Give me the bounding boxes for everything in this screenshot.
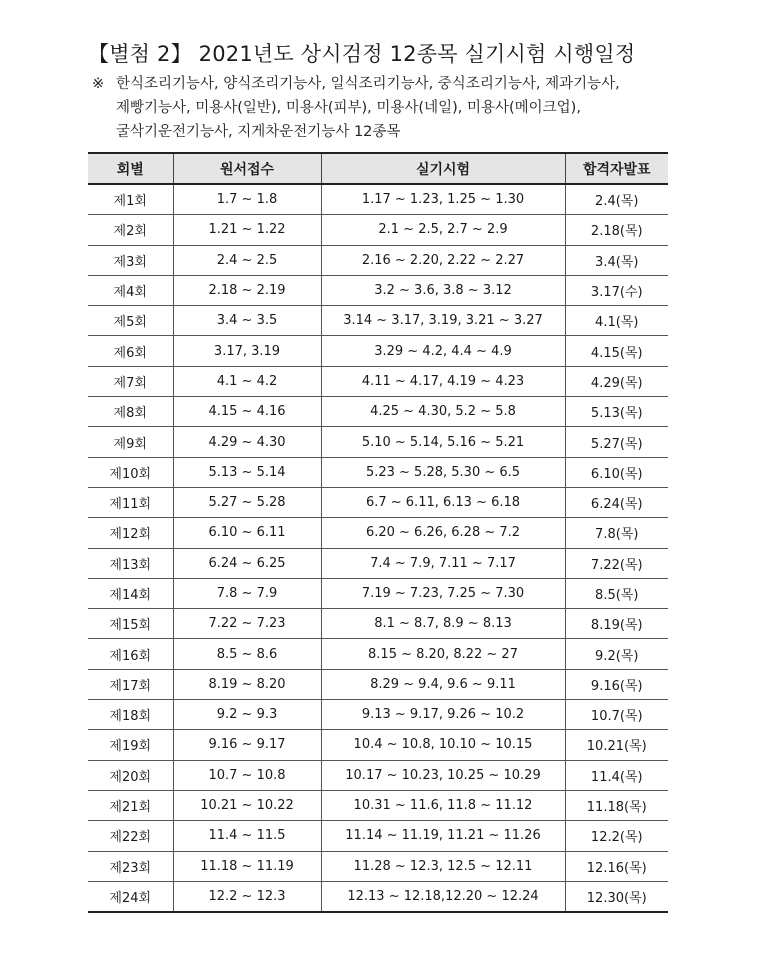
announcement-date-cell: 12.30(목) bbox=[565, 881, 668, 912]
table-row bbox=[88, 275, 668, 305]
round-cell: 제9회 bbox=[88, 427, 173, 457]
table-row bbox=[88, 457, 668, 487]
application-period-cell: 2.4 ~ 2.5 bbox=[173, 245, 321, 275]
round-cell: 제21회 bbox=[88, 790, 173, 820]
table-row bbox=[88, 366, 668, 396]
announcement-date-cell: 8.19(목) bbox=[565, 609, 668, 639]
application-period-cell: 3.4 ~ 3.5 bbox=[173, 306, 321, 336]
announcement-date-cell: 8.5(목) bbox=[565, 578, 668, 608]
announcement-date-cell: 9.2(목) bbox=[565, 639, 668, 669]
announcement-date-cell: 11.18(목) bbox=[565, 790, 668, 820]
announcement-date-cell: 4.15(목) bbox=[565, 336, 668, 366]
table-header-row bbox=[88, 153, 668, 184]
announcement-date-cell: 2.4(목) bbox=[565, 184, 668, 215]
exam-period-cell: 5.10 ~ 5.14, 5.16 ~ 5.21 bbox=[321, 427, 565, 457]
application-period-cell: 7.8 ~ 7.9 bbox=[173, 578, 321, 608]
announcement-date-cell: 10.21(목) bbox=[565, 730, 668, 760]
announcement-date-cell: 6.24(목) bbox=[565, 487, 668, 517]
round-cell: 제17회 bbox=[88, 669, 173, 699]
application-period-cell: 3.17, 3.19 bbox=[173, 336, 321, 366]
table-row bbox=[88, 245, 668, 275]
round-cell: 제12회 bbox=[88, 518, 173, 548]
exam-period-cell: 6.7 ~ 6.11, 6.13 ~ 6.18 bbox=[321, 487, 565, 517]
application-period-cell: 4.15 ~ 4.16 bbox=[173, 397, 321, 427]
round-cell: 제10회 bbox=[88, 457, 173, 487]
application-period-cell: 4.1 ~ 4.2 bbox=[173, 366, 321, 396]
table-row bbox=[88, 760, 668, 790]
announcement-date-cell: 6.10(목) bbox=[565, 457, 668, 487]
table-row bbox=[88, 881, 668, 912]
table-row bbox=[88, 669, 668, 699]
exam-period-cell: 10.4 ~ 10.8, 10.10 ~ 10.15 bbox=[321, 730, 565, 760]
exam-period-cell: 11.28 ~ 12.3, 12.5 ~ 12.11 bbox=[321, 851, 565, 881]
application-period-cell: 8.19 ~ 8.20 bbox=[173, 669, 321, 699]
application-period-cell: 9.16 ~ 9.17 bbox=[173, 730, 321, 760]
round-cell: 제8회 bbox=[88, 397, 173, 427]
table-row bbox=[88, 427, 668, 457]
application-period-cell: 5.27 ~ 5.28 bbox=[173, 487, 321, 517]
table-row bbox=[88, 336, 668, 366]
table-row bbox=[88, 821, 668, 851]
application-period-cell: 11.18 ~ 11.19 bbox=[173, 851, 321, 881]
exam-period-cell: 11.14 ~ 11.19, 11.21 ~ 11.26 bbox=[321, 821, 565, 851]
round-cell: 제5회 bbox=[88, 306, 173, 336]
round-cell: 제1회 bbox=[88, 184, 173, 215]
exam-period-cell: 7.19 ~ 7.23, 7.25 ~ 7.30 bbox=[321, 578, 565, 608]
exam-period-cell: 10.17 ~ 10.23, 10.25 ~ 10.29 bbox=[321, 760, 565, 790]
application-period-cell: 2.18 ~ 2.19 bbox=[173, 275, 321, 305]
header-practical-exam: 실기시험 bbox=[321, 153, 565, 184]
announcement-date-cell: 2.18(목) bbox=[565, 215, 668, 245]
header-result-announcement: 합격자발표 bbox=[565, 153, 668, 184]
announcement-date-cell: 7.22(목) bbox=[565, 548, 668, 578]
exam-period-cell: 6.20 ~ 6.26, 6.28 ~ 7.2 bbox=[321, 518, 565, 548]
note-line: 제빵기능사, 미용사(일반), 미용사(피부), 미용사(네일), 미용사(메이크업), bbox=[116, 100, 581, 116]
announcement-date-cell: 3.4(목) bbox=[565, 245, 668, 275]
announcement-date-cell: 5.13(목) bbox=[565, 397, 668, 427]
table-row bbox=[88, 609, 668, 639]
round-cell: 제4회 bbox=[88, 275, 173, 305]
announcement-date-cell: 7.8(목) bbox=[565, 518, 668, 548]
round-cell: 제11회 bbox=[88, 487, 173, 517]
round-cell: 제20회 bbox=[88, 760, 173, 790]
note-line: 한식조리기능사, 양식조리기능사, 일식조리기능사, 중식조리기능사, 제과기능사, bbox=[116, 76, 620, 92]
announcement-date-cell: 4.29(목) bbox=[565, 366, 668, 396]
table-row bbox=[88, 700, 668, 730]
round-cell: 제24회 bbox=[88, 881, 173, 912]
application-period-cell: 6.10 ~ 6.11 bbox=[173, 518, 321, 548]
round-cell: 제22회 bbox=[88, 821, 173, 851]
exam-period-cell: 10.31 ~ 11.6, 11.8 ~ 11.12 bbox=[321, 790, 565, 820]
table-row bbox=[88, 215, 668, 245]
table-row bbox=[88, 518, 668, 548]
reference-mark: ※ bbox=[92, 76, 105, 92]
announcement-date-cell: 12.2(목) bbox=[565, 821, 668, 851]
note-line: 굴삭기운전기능사, 지게차운전기능사 12종목 bbox=[116, 124, 401, 140]
exam-period-cell: 9.13 ~ 9.17, 9.26 ~ 10.2 bbox=[321, 700, 565, 730]
application-period-cell: 5.13 ~ 5.14 bbox=[173, 457, 321, 487]
table-row bbox=[88, 487, 668, 517]
exam-period-cell: 5.23 ~ 5.28, 5.30 ~ 6.5 bbox=[321, 457, 565, 487]
exam-period-cell: 3.2 ~ 3.6, 3.8 ~ 3.12 bbox=[321, 275, 565, 305]
header-application: 원서접수 bbox=[173, 153, 321, 184]
application-period-cell: 1.21 ~ 1.22 bbox=[173, 215, 321, 245]
round-cell: 제14회 bbox=[88, 578, 173, 608]
table-row bbox=[88, 639, 668, 669]
application-period-cell: 12.2 ~ 12.3 bbox=[173, 881, 321, 912]
table-row bbox=[88, 548, 668, 578]
exam-period-cell: 8.29 ~ 9.4, 9.6 ~ 9.11 bbox=[321, 669, 565, 699]
header-round: 회별 bbox=[88, 153, 173, 184]
application-period-cell: 11.4 ~ 11.5 bbox=[173, 821, 321, 851]
round-cell: 제6회 bbox=[88, 336, 173, 366]
announcement-date-cell: 3.17(수) bbox=[565, 275, 668, 305]
exam-period-cell: 1.17 ~ 1.23, 1.25 ~ 1.30 bbox=[321, 184, 565, 215]
round-cell: 제18회 bbox=[88, 700, 173, 730]
application-period-cell: 1.7 ~ 1.8 bbox=[173, 184, 321, 215]
exam-period-cell: 3.29 ~ 4.2, 4.4 ~ 4.9 bbox=[321, 336, 565, 366]
round-cell: 제19회 bbox=[88, 730, 173, 760]
announcement-date-cell: 9.16(목) bbox=[565, 669, 668, 699]
table-row bbox=[88, 851, 668, 881]
round-cell: 제2회 bbox=[88, 215, 173, 245]
table-row bbox=[88, 730, 668, 760]
exam-period-cell: 2.16 ~ 2.20, 2.22 ~ 2.27 bbox=[321, 245, 565, 275]
application-period-cell: 7.22 ~ 7.23 bbox=[173, 609, 321, 639]
exam-period-cell: 3.14 ~ 3.17, 3.19, 3.21 ~ 3.27 bbox=[321, 306, 565, 336]
application-period-cell: 6.24 ~ 6.25 bbox=[173, 548, 321, 578]
exam-period-cell: 12.13 ~ 12.18,12.20 ~ 12.24 bbox=[321, 881, 565, 912]
round-cell: 제3회 bbox=[88, 245, 173, 275]
table-row bbox=[88, 790, 668, 820]
announcement-date-cell: 12.16(목) bbox=[565, 851, 668, 881]
target-items-note bbox=[92, 72, 702, 144]
exam-period-cell: 4.25 ~ 4.30, 5.2 ~ 5.8 bbox=[321, 397, 565, 427]
table-row bbox=[88, 578, 668, 608]
announcement-date-cell: 11.4(목) bbox=[565, 760, 668, 790]
announcement-date-cell: 10.7(목) bbox=[565, 700, 668, 730]
exam-period-cell: 8.1 ~ 8.7, 8.9 ~ 8.13 bbox=[321, 609, 565, 639]
round-cell: 제15회 bbox=[88, 609, 173, 639]
exam-period-cell: 7.4 ~ 7.9, 7.11 ~ 7.17 bbox=[321, 548, 565, 578]
exam-period-cell: 2.1 ~ 2.5, 2.7 ~ 2.9 bbox=[321, 215, 565, 245]
application-period-cell: 10.21 ~ 10.22 bbox=[173, 790, 321, 820]
exam-period-cell: 4.11 ~ 4.17, 4.19 ~ 4.23 bbox=[321, 366, 565, 396]
table-row bbox=[88, 306, 668, 336]
application-period-cell: 9.2 ~ 9.3 bbox=[173, 700, 321, 730]
round-cell: 제13회 bbox=[88, 548, 173, 578]
table-row bbox=[88, 184, 668, 215]
round-cell: 제16회 bbox=[88, 639, 173, 669]
table-row bbox=[88, 397, 668, 427]
exam-schedule-table bbox=[88, 152, 668, 913]
application-period-cell: 10.7 ~ 10.8 bbox=[173, 760, 321, 790]
round-cell: 제7회 bbox=[88, 366, 173, 396]
document-title: 【별첨 2】 2021년도 상시검정 12종목 실기시험 시행일정 bbox=[88, 42, 636, 66]
announcement-date-cell: 5.27(목) bbox=[565, 427, 668, 457]
round-cell: 제23회 bbox=[88, 851, 173, 881]
exam-period-cell: 8.15 ~ 8.20, 8.22 ~ 27 bbox=[321, 639, 565, 669]
table-body bbox=[88, 184, 668, 912]
announcement-date-cell: 4.1(목) bbox=[565, 306, 668, 336]
application-period-cell: 4.29 ~ 4.30 bbox=[173, 427, 321, 457]
application-period-cell: 8.5 ~ 8.6 bbox=[173, 639, 321, 669]
